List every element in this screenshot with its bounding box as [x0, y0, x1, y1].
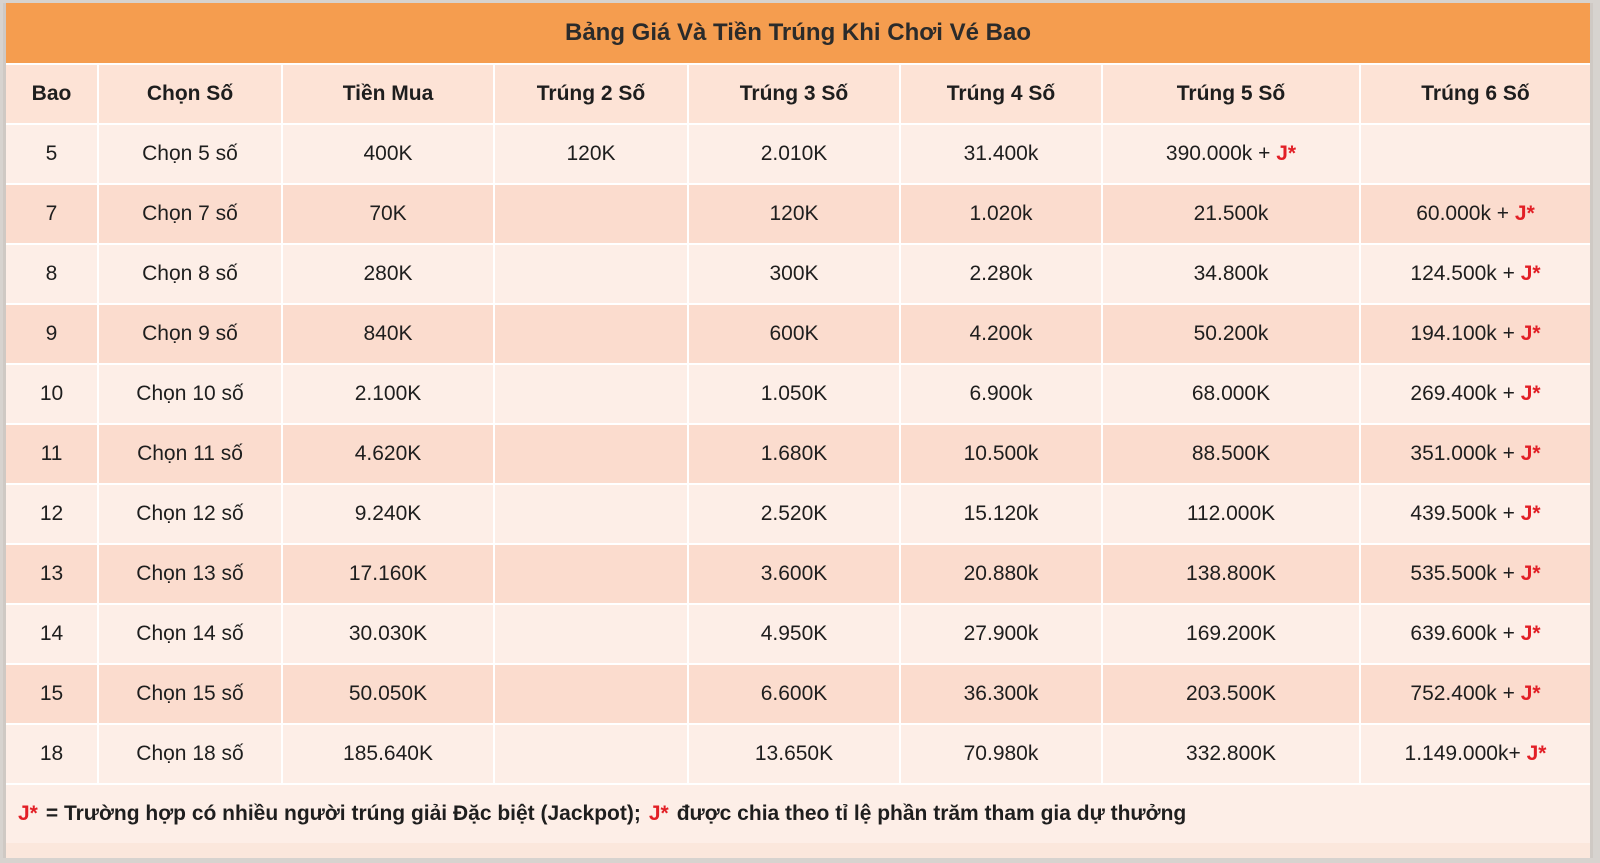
cell-chon-so: [97, 663, 281, 723]
cell-trung-4-so: [899, 483, 1101, 543]
cell-bao: [6, 423, 97, 483]
cell-bao: [6, 723, 97, 783]
cell-trung-4-so-value: 70.980k: [963, 742, 1039, 765]
table-row: [6, 303, 1590, 363]
jackpot-marker: J*: [1526, 742, 1547, 765]
cell-trung-6-so: [1359, 423, 1590, 483]
cell-trung-4-so: [899, 723, 1101, 783]
jackpot-marker: J*: [1514, 202, 1535, 225]
cell-trung-3-so-value: 600K: [769, 322, 819, 345]
cell-tien-mua: [281, 483, 493, 543]
cell-bao: [6, 663, 97, 723]
cell-trung-2-so: [493, 303, 687, 363]
table-row: [6, 543, 1590, 603]
jackpot-marker: J*: [648, 802, 669, 825]
cell-chon-so: [97, 183, 281, 243]
price-table: [6, 63, 1590, 783]
cell-trung-4-so-value: 6.900k: [969, 382, 1033, 405]
header-trung-2-so: Trúng 2 Số: [493, 63, 687, 123]
cell-trung-2-so: [493, 723, 687, 783]
cell-trung-5-so-value: 138.800K: [1186, 562, 1276, 585]
cell-trung-5-so: [1101, 123, 1359, 183]
cell-trung-3-so-value: 1.680K: [760, 442, 828, 465]
cell-trung-6-so-value: 1.149.000k+: [1404, 742, 1521, 765]
cell-tien-mua: [281, 183, 493, 243]
price-table-panel: [3, 3, 1593, 858]
cell-trung-4-so: [899, 423, 1101, 483]
cell-trung-5-so-value: 50.200k: [1193, 322, 1269, 345]
cell-trung-3-so-value: 300K: [769, 262, 819, 285]
cell-trung-3-so-value: 4.950K: [760, 622, 828, 645]
jackpot-marker: J*: [1520, 502, 1541, 525]
table-title: Bảng Giá Và Tiền Trúng Khi Chơi Vé Bao: [6, 3, 1590, 63]
cell-trung-5-so: [1101, 363, 1359, 423]
cell-bao: [6, 603, 97, 663]
cell-bao: [6, 363, 97, 423]
cell-trung-4-so: [899, 663, 1101, 723]
cell-trung-6-so: [1359, 663, 1590, 723]
cell-bao-value: 18: [39, 742, 64, 765]
cell-chon-so-value: Chọn 18 số: [136, 742, 244, 765]
cell-trung-3-so: [687, 543, 899, 603]
cell-tien-mua: [281, 123, 493, 183]
header-tien-mua: Tiền Mua: [281, 63, 493, 123]
header-bao: Bao: [6, 63, 97, 123]
cell-trung-2-so: [493, 363, 687, 423]
jackpot-marker: J*: [1520, 322, 1541, 345]
cell-trung-3-so-value: 120K: [769, 202, 819, 225]
cell-trung-2-so: [493, 183, 687, 243]
cell-trung-6-so-value: 269.400k +: [1410, 382, 1515, 405]
cell-bao-value: 15: [39, 682, 64, 705]
cell-trung-3-so: [687, 243, 899, 303]
cell-trung-5-so: [1101, 723, 1359, 783]
jackpot-marker: J*: [1520, 442, 1541, 465]
cell-chon-so: [97, 363, 281, 423]
cell-chon-so-value: Chọn 9 số: [142, 322, 238, 345]
cell-trung-6-so-value: 535.500k +: [1410, 562, 1515, 585]
cell-chon-so: [97, 543, 281, 603]
cell-bao-value: 12: [39, 502, 64, 525]
cell-trung-5-so-value: 169.200K: [1186, 622, 1276, 645]
cell-tien-mua: [281, 603, 493, 663]
cell-trung-5-so-value: 112.000K: [1186, 502, 1276, 525]
header-row: [6, 63, 1590, 123]
cell-trung-6-so: [1359, 303, 1590, 363]
cell-trung-2-so: [493, 483, 687, 543]
cell-trung-6-so-value: 124.500k +: [1410, 262, 1515, 285]
cell-trung-5-so: [1101, 423, 1359, 483]
cell-trung-4-so-value: 31.400k: [963, 142, 1039, 165]
cell-trung-6-so-value: 194.100k +: [1410, 322, 1515, 345]
cell-trung-6-so: [1359, 183, 1590, 243]
cell-tien-mua-value: 400K: [363, 142, 413, 165]
cell-trung-2-so: [493, 423, 687, 483]
cell-chon-so-value: Chọn 7 số: [142, 202, 238, 225]
cell-trung-6-so: [1359, 723, 1590, 783]
cell-trung-5-so: [1101, 603, 1359, 663]
cell-tien-mua: [281, 543, 493, 603]
cell-trung-3-so: [687, 423, 899, 483]
cell-trung-2-so: [493, 243, 687, 303]
cell-chon-so-value: Chọn 10 số: [136, 382, 244, 405]
cell-trung-4-so-value: 15.120k: [963, 502, 1039, 525]
cell-bao-value: 9: [45, 322, 58, 345]
table-row: [6, 363, 1590, 423]
cell-trung-4-so-value: 2.280k: [969, 262, 1033, 285]
cell-bao-value: 13: [39, 562, 64, 585]
cell-trung-5-so-value: 68.000K: [1191, 382, 1271, 405]
cell-trung-3-so-value: 13.650K: [754, 742, 834, 765]
cell-tien-mua-value: 50.050K: [348, 682, 428, 705]
table-row: [6, 603, 1590, 663]
cell-bao: [6, 123, 97, 183]
cell-trung-5-so-value: 332.800K: [1186, 742, 1276, 765]
cell-trung-5-so-value: 88.500K: [1191, 442, 1271, 465]
cell-trung-3-so-value: 2.010K: [760, 142, 828, 165]
cell-chon-so-value: Chọn 12 số: [136, 502, 244, 525]
table-row: [6, 423, 1590, 483]
table-row: [6, 123, 1590, 183]
table-row: [6, 183, 1590, 243]
jackpot-marker: J*: [1520, 382, 1541, 405]
jackpot-marker: J*: [1520, 682, 1541, 705]
cell-trung-4-so: [899, 123, 1101, 183]
cell-trung-6-so: [1359, 243, 1590, 303]
cell-chon-so: [97, 603, 281, 663]
cell-trung-6-so: [1359, 123, 1590, 183]
cell-trung-5-so-value: 34.800k: [1193, 262, 1269, 285]
cell-tien-mua-value: 280K: [363, 262, 413, 285]
cell-chon-so-value: Chọn 15 số: [136, 682, 244, 705]
cell-trung-4-so: [899, 303, 1101, 363]
cell-trung-4-so-value: 1.020k: [969, 202, 1033, 225]
header-trung-5-so: Trúng 5 Số: [1101, 63, 1359, 123]
cell-chon-so: [97, 483, 281, 543]
cell-chon-so-value: Chọn 5 số: [142, 142, 238, 165]
cell-trung-6-so-value: 351.000k +: [1410, 442, 1515, 465]
cell-trung-3-so: [687, 183, 899, 243]
cell-chon-so: [97, 123, 281, 183]
cell-trung-5-so-value: 390.000k +: [1165, 142, 1271, 165]
cell-bao: [6, 543, 97, 603]
cell-trung-3-so: [687, 723, 899, 783]
cell-tien-mua: [281, 723, 493, 783]
cell-bao: [6, 243, 97, 303]
table-row: [6, 663, 1590, 723]
cell-trung-2-so: [493, 603, 687, 663]
cell-trung-6-so: [1359, 483, 1590, 543]
cell-trung-2-so: [493, 543, 687, 603]
cell-trung-4-so: [899, 183, 1101, 243]
cell-trung-5-so: [1101, 543, 1359, 603]
cell-bao: [6, 303, 97, 363]
jackpot-marker: J*: [1276, 142, 1297, 165]
cell-bao: [6, 483, 97, 543]
header-trung-4-so: Trúng 4 Số: [899, 63, 1101, 123]
cell-tien-mua-value: 17.160K: [348, 562, 428, 585]
cell-bao-value: 11: [40, 442, 63, 465]
jackpot-marker: J*: [1520, 262, 1541, 285]
cell-trung-3-so: [687, 483, 899, 543]
cell-bao-value: 8: [45, 262, 58, 285]
cell-trung-3-so: [687, 603, 899, 663]
cell-trung-4-so-value: 4.200k: [969, 322, 1033, 345]
cell-trung-5-so: [1101, 663, 1359, 723]
footnote-text-1: = Trường hợp có nhiều người trúng giải Đặc biệt (Jackpot);: [45, 802, 641, 825]
cell-bao-value: 14: [39, 622, 64, 645]
cell-tien-mua: [281, 243, 493, 303]
cell-tien-mua: [281, 663, 493, 723]
cell-tien-mua-value: 70K: [369, 202, 407, 225]
table-row: [6, 723, 1590, 783]
jackpot-marker: J*: [1520, 562, 1541, 585]
cell-trung-4-so: [899, 363, 1101, 423]
cell-tien-mua-value: 4.620K: [354, 442, 422, 465]
cell-trung-6-so: [1359, 363, 1590, 423]
header-trung-6-so: Trúng 6 Số: [1359, 63, 1590, 123]
cell-chon-so: [97, 303, 281, 363]
cell-trung-3-so: [687, 123, 899, 183]
cell-trung-5-so: [1101, 243, 1359, 303]
cell-chon-so: [97, 423, 281, 483]
cell-trung-5-so: [1101, 303, 1359, 363]
cell-tien-mua-value: 840K: [363, 322, 413, 345]
cell-trung-4-so: [899, 543, 1101, 603]
cell-trung-3-so-value: 6.600K: [760, 682, 828, 705]
cell-bao-value: 10: [39, 382, 64, 405]
cell-trung-3-so: [687, 363, 899, 423]
cell-chon-so: [97, 723, 281, 783]
jackpot-marker: J*: [18, 802, 38, 825]
cell-trung-6-so-value: 752.400k +: [1410, 682, 1515, 705]
cell-trung-4-so-value: 10.500k: [963, 442, 1039, 465]
cell-tien-mua-value: 30.030K: [348, 622, 428, 645]
header-chon-so: Chọn Số: [97, 63, 281, 123]
cell-trung-2-so: [493, 663, 687, 723]
cell-chon-so-value: Chọn 8 số: [142, 262, 238, 285]
cell-trung-5-so: [1101, 183, 1359, 243]
cell-trung-6-so: [1359, 543, 1590, 603]
jackpot-footnote: [6, 783, 1590, 843]
cell-tien-mua: [281, 363, 493, 423]
cell-trung-6-so-value: 439.500k +: [1410, 502, 1515, 525]
cell-tien-mua-value: 9.240K: [354, 502, 422, 525]
cell-trung-4-so: [899, 603, 1101, 663]
cell-bao-value: 5: [45, 142, 58, 165]
cell-tien-mua-value: 2.100K: [354, 382, 422, 405]
cell-trung-3-so: [687, 303, 899, 363]
cell-trung-3-so-value: 3.600K: [760, 562, 828, 585]
cell-trung-5-so-value: 203.500K: [1186, 682, 1276, 705]
jackpot-marker: J*: [1520, 622, 1541, 645]
cell-chon-so-value: Chọn 11 số: [137, 442, 243, 465]
cell-trung-6-so-value: 639.600k +: [1410, 622, 1515, 645]
cell-trung-3-so: [687, 663, 899, 723]
cell-trung-4-so-value: 36.300k: [963, 682, 1039, 705]
cell-trung-5-so: [1101, 483, 1359, 543]
cell-bao: [6, 183, 97, 243]
cell-trung-6-so-value: 60.000k +: [1416, 202, 1510, 225]
cell-bao-value: 7: [45, 202, 58, 225]
table-row: [6, 243, 1590, 303]
cell-trung-5-so-value: 21.500k: [1193, 202, 1269, 225]
cell-chon-so: [97, 243, 281, 303]
cell-trung-2-so: [493, 123, 687, 183]
cell-trung-3-so-value: 1.050K: [760, 382, 828, 405]
cell-trung-2-so-value: 120K: [566, 142, 616, 165]
cell-trung-3-so-value: 2.520K: [760, 502, 828, 525]
cell-trung-4-so-value: 20.880k: [963, 562, 1039, 585]
cell-chon-so-value: Chọn 13 số: [136, 562, 244, 585]
cell-trung-4-so: [899, 243, 1101, 303]
cell-tien-mua: [281, 423, 493, 483]
cell-trung-4-so-value: 27.900k: [963, 622, 1039, 645]
table-row: [6, 483, 1590, 543]
cell-chon-so-value: Chọn 14 số: [136, 622, 244, 645]
cell-trung-6-so: [1359, 603, 1590, 663]
table-body: [6, 123, 1590, 783]
cell-tien-mua: [281, 303, 493, 363]
footnote-text-2: được chia theo tỉ lệ phần trăm tham gia dự thưởng: [676, 802, 1187, 825]
cell-tien-mua-value: 185.640K: [343, 742, 433, 765]
header-trung-3-so: Trúng 3 Số: [687, 63, 899, 123]
